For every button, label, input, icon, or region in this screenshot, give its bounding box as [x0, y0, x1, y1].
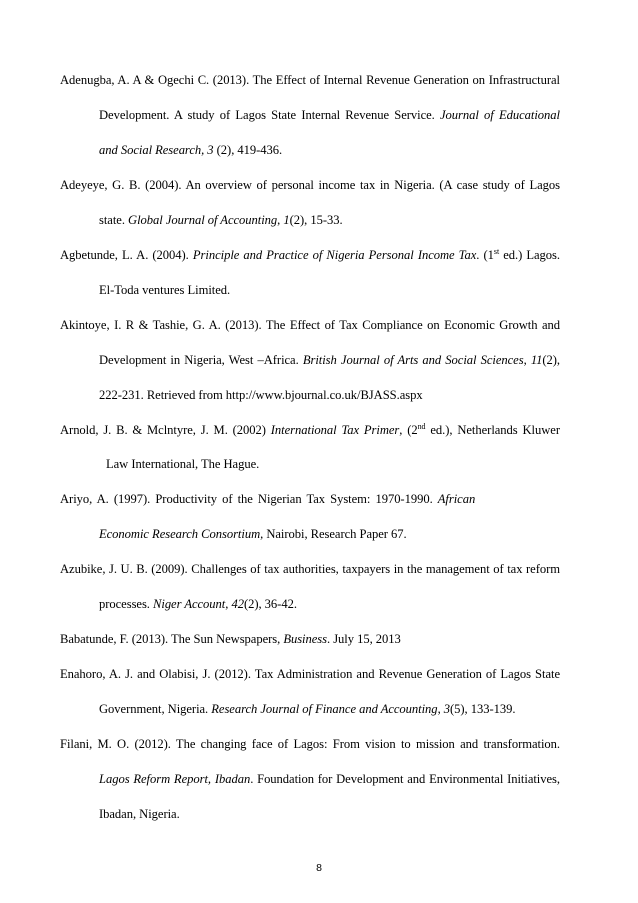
reference-line [99, 388, 423, 403]
italic-text: Lagos Reform Report, Ibadan [99, 772, 251, 786]
reference-text: ed.), Netherlands Kluwer [425, 423, 560, 437]
superscript-text: st [493, 247, 500, 256]
italic-text: 3 [443, 702, 451, 716]
reference-line [99, 772, 560, 787]
reference-text: processes. [99, 597, 154, 611]
reference-text: Law International, The Hague. [106, 457, 260, 471]
reference-line [99, 597, 297, 612]
reference-text: Development in Nigeria, West –Africa. [99, 353, 303, 367]
reference-line [99, 807, 180, 822]
reference-text: state. [99, 213, 129, 227]
reference-text: Akintoye, I. R & Tashie, G. A. (2013). The Effect of Tax Compliance on Economic Growth and [60, 318, 560, 332]
reference-text: Adeyeye, G. B. (2004). An overview of personal income tax in Nigeria. (A case study of Lagos [60, 178, 560, 192]
italic-text: Economic Research Consortium, [99, 527, 264, 541]
italic-text: Journal of Educational [440, 108, 560, 122]
reference-text: Babatunde, F. (2013). The Sun Newspapers, [60, 632, 284, 646]
reference-text: (2), 36-42. [243, 597, 297, 611]
italic-text: 11 [530, 353, 543, 367]
reference-line [60, 248, 560, 263]
reference-line [99, 213, 343, 228]
italic-text: Business [283, 632, 327, 646]
reference-text: Arnold, J. B. & Mclntyre, J. M. (2002) [60, 423, 271, 437]
reference-text: Enahoro, A. J. and Olabisi, J. (2012). Tax Administration and Revenue Generation of Lagos State [60, 667, 560, 681]
reference-text: , [225, 597, 232, 611]
italic-text: 42 [231, 597, 244, 611]
reference-text: Ibadan, Nigeria. [99, 807, 180, 821]
reference-line [60, 632, 401, 647]
reference-text: Development. A study of Lagos State Internal Revenue Service. [99, 108, 440, 122]
italic-text: Research Journal of Finance and Accounting [211, 702, 438, 716]
reference-text: Azubike, J. U. B. (2009). Challenges of tax authorities, taxpayers in the management of tax reform [60, 562, 560, 576]
reference-text: Ariyo, A. (1997). Productivity of the Nigerian Tax System: 1970-1990. [60, 492, 438, 506]
reference-text: ed.) Lagos. [499, 248, 560, 262]
reference-line [99, 702, 515, 717]
superscript-text: nd [417, 422, 426, 431]
reference-text: . July 15, 2013 [327, 632, 401, 646]
reference-text: , [523, 353, 531, 367]
reference-line [60, 562, 560, 577]
reference-text: , [277, 213, 284, 227]
reference-text: . Foundation for Development and Environmental Initiatives, [250, 772, 560, 786]
reference-text: (2), 419-436. [213, 143, 283, 157]
italic-text: African [437, 492, 476, 506]
reference-text: . (1 [476, 248, 494, 262]
italic-text: Niger Account [153, 597, 226, 611]
reference-text: Government, Nigeria. [99, 702, 212, 716]
reference-text: , [437, 702, 444, 716]
reference-line [99, 353, 560, 368]
reference-text: Agbetunde, L. A. (2004). [60, 248, 193, 262]
page-number: 8 [316, 862, 322, 874]
reference-text: (5), 133-139. [450, 702, 516, 716]
reference-line [60, 737, 560, 752]
reference-text: Adenugba, A. A & Ogechi C. (2013). The Effect of Internal Revenue Generation on Infrastructural [60, 73, 560, 87]
reference-text: Filani, M. O. (2012). The changing face of Lagos: From vision to mission and transformation. [60, 737, 560, 751]
reference-text: Nairobi, Research Paper 67. [263, 527, 407, 541]
reference-line [99, 527, 407, 542]
reference-line [60, 178, 560, 193]
reference-line [99, 143, 282, 158]
reference-text: 222-231. Retrieved from http://www.bjournal.co.uk/BJASS.aspx [99, 388, 423, 402]
italic-text: Global Journal of Accounting [128, 213, 278, 227]
reference-line [106, 457, 259, 472]
italic-text: and Social Research, 3 [99, 143, 214, 157]
reference-text: El-Toda ventures Limited. [99, 283, 231, 297]
italic-text: International Tax Primer [270, 423, 400, 437]
reference-text: (2), 15-33. [289, 213, 343, 227]
reference-line [60, 73, 560, 88]
reference-line [60, 423, 560, 438]
italic-text: British Journal of Arts and Social Sciences [302, 353, 524, 367]
reference-line [99, 283, 230, 298]
italic-text: Principle and Practice of Nigeria Personal Income Tax [192, 248, 477, 262]
reference-line [60, 667, 560, 682]
reference-line [60, 318, 560, 333]
reference-text: (2), [542, 353, 561, 367]
italic-text: 1 [283, 213, 290, 227]
reference-text: , (2 [399, 423, 418, 437]
reference-line [60, 492, 475, 507]
reference-line [99, 108, 560, 123]
